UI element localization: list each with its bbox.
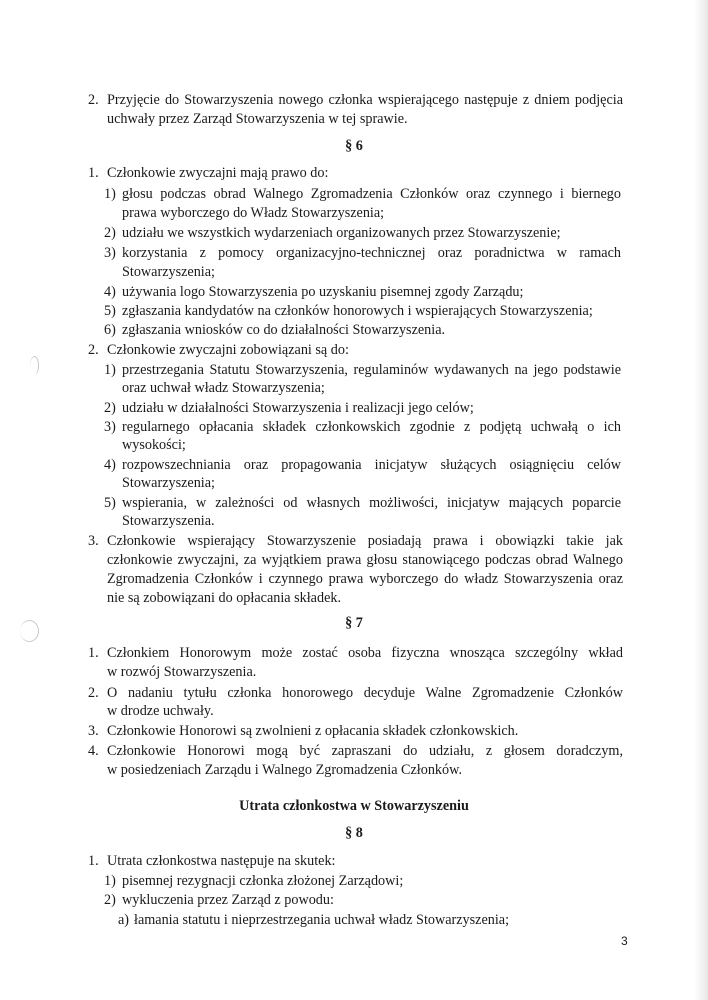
paragraph-line: w rozwój Stowarzyszenia. (107, 664, 257, 680)
item-number: 3. (88, 723, 99, 739)
subitem-number: 4) (104, 457, 116, 473)
subitem-line: Stowarzyszenia; (122, 264, 215, 280)
subitem-number: 2) (104, 400, 116, 416)
subitem-line: używania logo Stowarzyszenia po uzyskaniu pisemnej zgody Zarządu; (122, 284, 524, 300)
paragraph-line: Członkowie zwyczajni mają prawo do: (107, 165, 329, 181)
subitem-line: pisemnej rezygnacji członka złożonej Zarządowi; (122, 873, 404, 889)
paragraph-line: Przyjęcie do Stowarzyszenia nowego członka wspierającego następuje z dniem podjęcia (107, 92, 623, 108)
subitem-line: prawa wyborczego do Władz Stowarzyszenia; (122, 205, 385, 221)
subitem-number: 3) (104, 419, 116, 435)
subitem-number: 2) (104, 225, 116, 241)
paragraph-line: nie są zobowiązani do opłacania składek. (107, 590, 342, 606)
subitem-number: 4) (104, 284, 116, 300)
subitem-line: regularnego opłacania składek członkowskich zgodnie z podjętą uchwałą o ich (122, 419, 621, 435)
letter-item-marker: a) (118, 912, 130, 928)
item-number: 1. (88, 165, 99, 181)
paragraph-line: Członkowie Honorowi mogą być zapraszani do udziału, z głosem doradczym, (107, 743, 623, 759)
paragraph-line: Zgromadzenia Członków i czynnego prawa wyborczego do władz Stowarzyszenia oraz (107, 571, 623, 587)
subitem-line: oraz uchwał władz Stowarzyszenia; (122, 380, 325, 396)
item-number: 2. (88, 685, 99, 701)
item-number: 1. (88, 853, 99, 869)
paragraph-line: Członkiem Honorowym może zostać osoba fizyczna wnosząca szczególny wkład (107, 645, 623, 661)
subitem-line: zgłaszania wniosków co do działalności Stowarzyszenia. (122, 322, 446, 338)
paragraph-line: członkowie zwyczajni, za wyjątkiem prawa głosu stanowiącego podczas obrad Walnego (107, 552, 623, 568)
subitem-line: udziału we wszystkich wydarzeniach organizowanych przez Stowarzyszenie; (122, 225, 561, 241)
paragraph-line: w posiedzeniach Zarządu i Walnego Zgromadzenia Członków. (107, 762, 462, 778)
subitem-line: wspierania, w zależności od własnych możliwości, inicjatyw mających poparcie (122, 495, 621, 511)
subitem-line: udziału w działalności Stowarzyszenia i realizacji jego celów; (122, 400, 474, 416)
subitem-number: 1) (104, 186, 116, 202)
paragraph-line: Członkowie zwyczajni zobowiązani są do: (107, 342, 349, 358)
page-number: 3 (621, 934, 628, 948)
paragraph-line: w drodze uchwały. (107, 703, 214, 719)
subitem-line: Stowarzyszenia. (122, 513, 215, 529)
chapter-title: Utrata członkostwa w Stowarzyszeniu (239, 798, 469, 814)
item-number: 1. (88, 645, 99, 661)
subitem-line: zgłaszania kandydatów na członków honorowych i wspierających Stowarzyszenia; (122, 303, 593, 319)
subitem-line: rozpowszechniania oraz propagowania inicjatyw służących osiągnięciu celów (122, 457, 621, 473)
subitem-number: 1) (104, 362, 116, 378)
section-heading-7: § 7 (345, 615, 363, 631)
subitem-line: wykluczenia przez Zarząd z powodu: (122, 892, 334, 908)
letter-item-line: łamania statutu i nieprzestrzegania uchwał władz Stowarzyszenia; (134, 912, 510, 928)
item-number: 3. (88, 533, 99, 549)
paragraph-line: Członkowie wspierający Stowarzyszenie posiadają prawa i obowiązki takie jak (107, 533, 623, 549)
subitem-number: 5) (104, 495, 116, 511)
subitem-line: głosu podczas obrad Walnego Zgromadzenia Członków oraz czynnego i biernego (122, 186, 621, 202)
item-number: 2. (88, 342, 99, 358)
section-heading-6: § 6 (345, 138, 363, 154)
paragraph-line: Utrata członkostwa następuje na skutek: (107, 853, 336, 869)
item-number: 2. (88, 92, 99, 108)
item-number: 4. (88, 743, 99, 759)
subitem-number: 3) (104, 245, 116, 261)
subitem-number: 2) (104, 892, 116, 908)
subitem-number: 6) (104, 322, 116, 338)
subitem-number: 5) (104, 303, 116, 319)
punch-hole-mark (20, 620, 39, 642)
subitem-line: Stowarzyszenia; (122, 475, 215, 491)
paragraph-line: Członkowie Honorowi są zwolnieni z opłacania składek członkowskich. (107, 723, 519, 739)
paragraph-line: uchwały przez Zarząd Stowarzyszenia w tej sprawie. (107, 111, 408, 127)
punch-hole-mark (30, 356, 39, 375)
section-heading-8: § 8 (345, 825, 363, 841)
subitem-number: 1) (104, 873, 116, 889)
subitem-line: wysokości; (122, 437, 186, 453)
paragraph-line: O nadaniu tytułu członka honorowego decyduje Walne Zgromadzenie Członków (107, 685, 623, 701)
subitem-line: przestrzegania Statutu Stowarzyszenia, regulaminów wydawanych na jego podstawie (122, 362, 621, 378)
scan-edge-shadow (694, 0, 708, 1000)
subitem-line: korzystania z pomocy organizacyjno-technicznej oraz poradnictwa w ramach (122, 245, 621, 261)
